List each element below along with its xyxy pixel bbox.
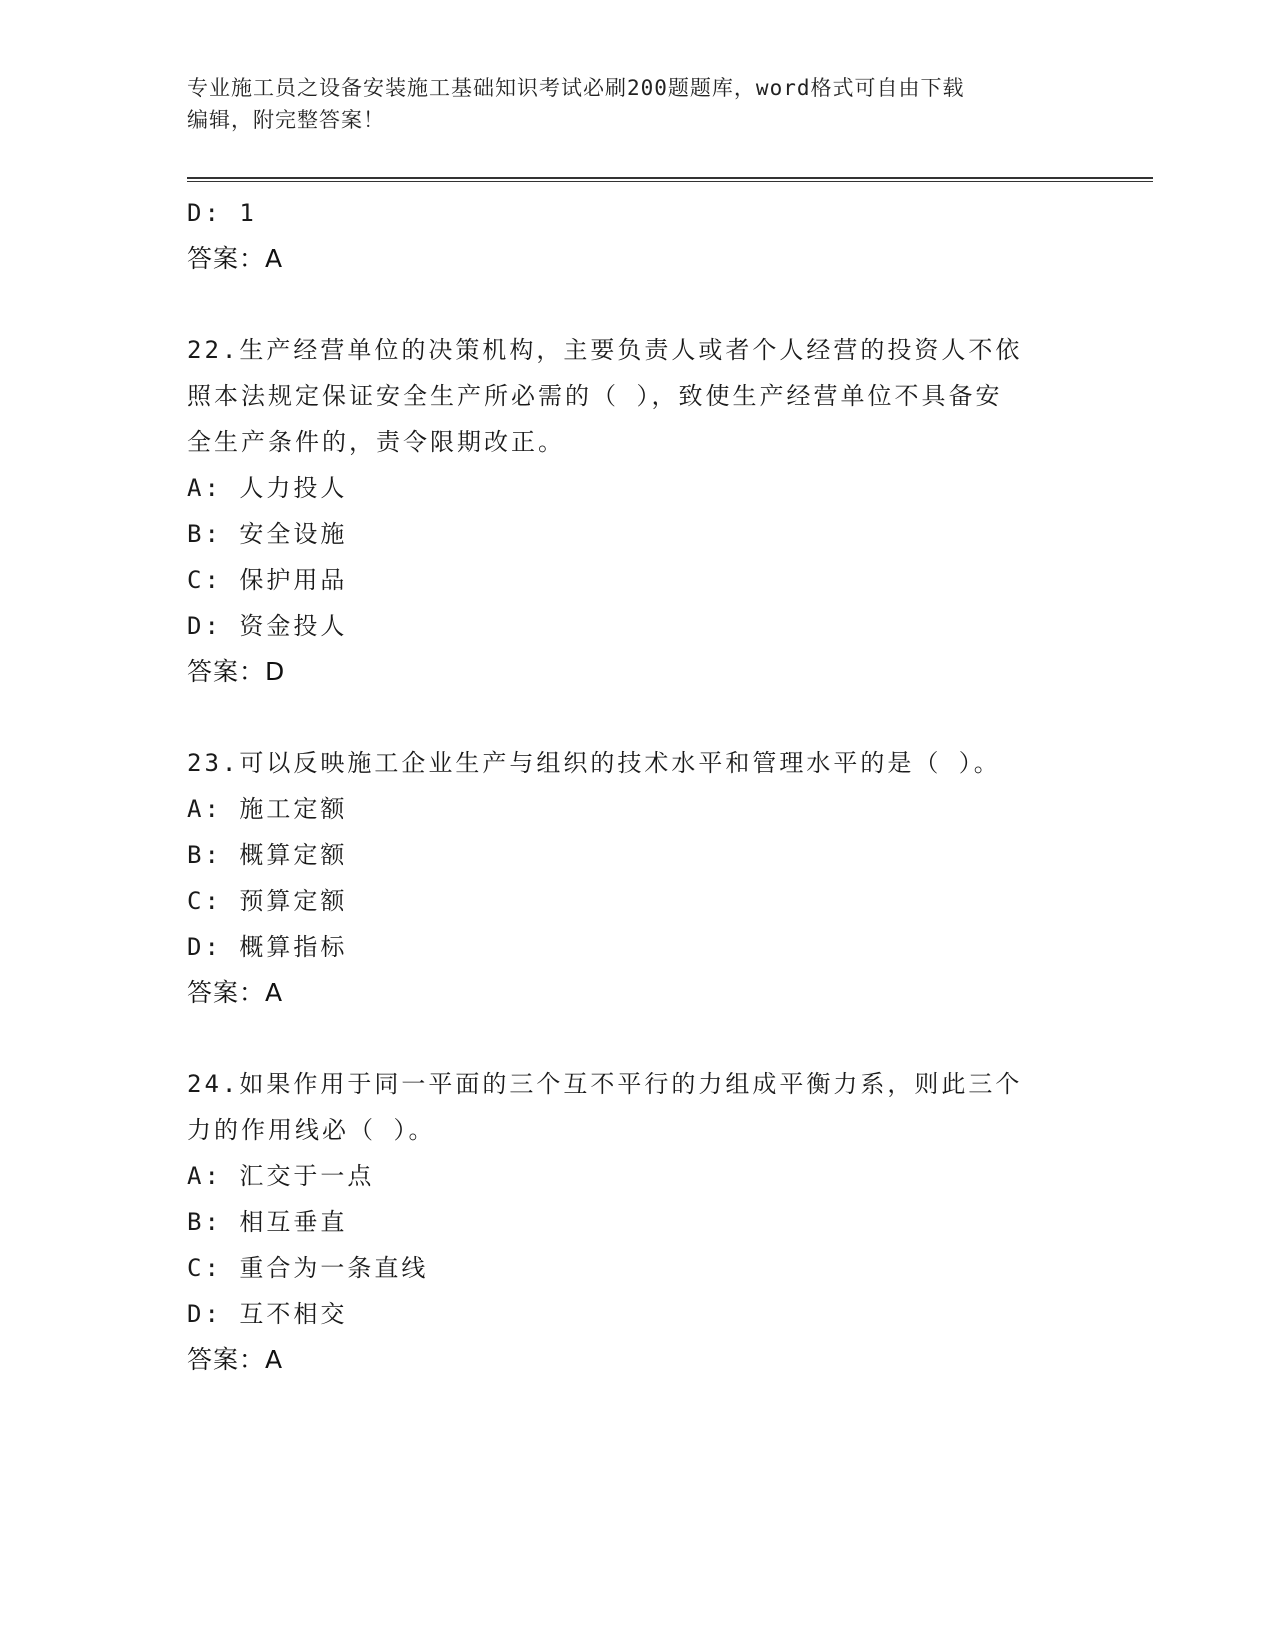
spacer <box>187 695 1087 740</box>
question-23 <box>187 740 1087 1016</box>
question-24 <box>187 1061 1087 1383</box>
stem-line: 全生产条件的，责令限期改正。 <box>187 428 565 456</box>
answer: 答案：A <box>187 1345 284 1374</box>
stem-line: 24.如果作用于同一平面的三个互不平行的力组成平衡力系，则此三个 <box>187 1070 1023 1098</box>
spacer <box>187 282 1087 327</box>
header-line-2: 编辑，附完整答案！ <box>187 108 385 132</box>
question-stem <box>187 740 1087 786</box>
question-stem <box>187 327 1087 465</box>
document-content <box>187 190 1087 1383</box>
page-header <box>187 72 1087 136</box>
answer: 答案：A <box>187 978 284 1007</box>
option-b: B: 相互垂直 <box>187 1208 348 1236</box>
option-d: D: 1 <box>187 199 257 227</box>
option-a: A: 施工定额 <box>187 795 348 823</box>
header-line-1: 专业施工员之设备安装施工基础知识考试必刷200题题库，word格式可自由下载 <box>187 76 965 100</box>
stem-line: 照本法规定保证安全生产所必需的（ ），致使生产经营单位不具备安 <box>187 382 1003 410</box>
option-a: A: 汇交于一点 <box>187 1162 375 1190</box>
option-d: D: 资金投人 <box>187 612 348 640</box>
spacer <box>187 1016 1087 1061</box>
option-d: D: 概算指标 <box>187 933 348 961</box>
answer: 答案：A <box>187 244 284 273</box>
option-c: C: 重合为一条直线 <box>187 1254 429 1282</box>
stem-line: 23.可以反映施工企业生产与组织的技术水平和管理水平的是（ ）。 <box>187 749 1001 777</box>
question-22 <box>187 327 1087 695</box>
stem-line: 22.生产经营单位的决策机构，主要负责人或者个人经营的投资人不依 <box>187 336 1023 364</box>
option-b: B: 概算定额 <box>187 841 348 869</box>
option-d: D: 互不相交 <box>187 1300 348 1328</box>
answer: 答案：D <box>187 657 286 686</box>
question-stem <box>187 1061 1087 1153</box>
option-a: A: 人力投人 <box>187 474 348 502</box>
option-c: C: 保护用品 <box>187 566 348 594</box>
header-rule <box>187 177 1153 182</box>
option-c: C: 预算定额 <box>187 887 348 915</box>
option-b: B: 安全设施 <box>187 520 348 548</box>
stem-line: 力的作用线必（ ）。 <box>187 1116 436 1144</box>
